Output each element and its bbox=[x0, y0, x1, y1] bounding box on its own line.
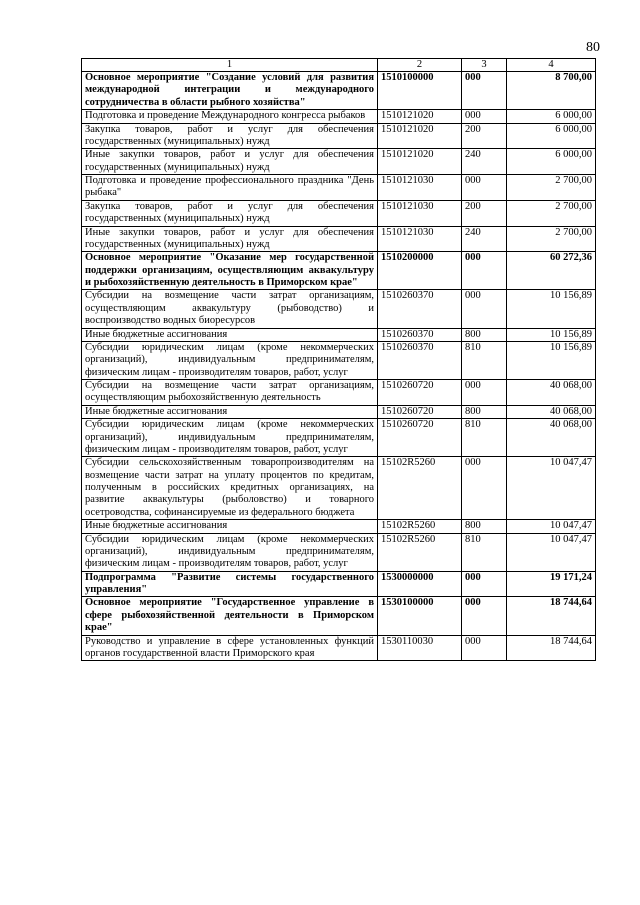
header-col-3: 3 bbox=[462, 59, 507, 72]
table-row bbox=[82, 110, 596, 123]
row-amount-cell: 40 068,00 bbox=[507, 380, 596, 406]
row-amount-cell: 10 156,89 bbox=[507, 328, 596, 341]
table-row bbox=[82, 457, 596, 520]
row-type-cell: 800 bbox=[462, 328, 507, 341]
row-code-cell: 1510260370 bbox=[378, 290, 462, 328]
row-type-cell: 000 bbox=[462, 175, 507, 201]
row-amount-cell: 2 700,00 bbox=[507, 175, 596, 201]
row-name-cell: Иные бюджетные ассигнования bbox=[82, 405, 378, 418]
row-code-cell: 1510260370 bbox=[378, 341, 462, 379]
row-code-cell: 1510260370 bbox=[378, 328, 462, 341]
row-name-cell: Закупка товаров, работ и услуг для обеспечения государственных (муниципальных) нужд bbox=[82, 200, 378, 226]
table-row bbox=[82, 380, 596, 406]
row-code-cell: 1510100000 bbox=[378, 72, 462, 110]
row-code-cell: 1510260720 bbox=[378, 405, 462, 418]
table-row bbox=[82, 341, 596, 379]
row-amount-cell: 19 171,24 bbox=[507, 571, 596, 597]
table-row bbox=[82, 175, 596, 201]
row-name-cell: Иные закупки товаров, работ и услуг для обеспечения государственных (муниципальных) нужд bbox=[82, 149, 378, 175]
row-name-cell: Иные бюджетные ассигнования bbox=[82, 328, 378, 341]
row-amount-cell: 10 047,47 bbox=[507, 457, 596, 520]
row-code-cell: 1510121020 bbox=[378, 110, 462, 123]
row-amount-cell: 10 047,47 bbox=[507, 533, 596, 571]
row-code-cell: 1530100000 bbox=[378, 597, 462, 635]
row-name-cell: Субсидии сельскохозяйственным товаропроизводителям на возмещение части затрат на уплату процентов по кредитам, полученным в российских кредитных организациях, на развитие аквакультуры (рыболовство) и товарного осетроводства, софинансируемые из федерального бюджета bbox=[82, 457, 378, 520]
row-code-cell: 1530000000 bbox=[378, 571, 462, 597]
row-name-cell: Подготовка и проведение Международного конгресса рыбаков bbox=[82, 110, 378, 123]
table-row bbox=[82, 419, 596, 457]
row-type-cell: 200 bbox=[462, 123, 507, 149]
row-code-cell: 1510200000 bbox=[378, 252, 462, 290]
row-code-cell: 1510121030 bbox=[378, 200, 462, 226]
table-header bbox=[82, 59, 596, 72]
row-code-cell: 1530110030 bbox=[378, 635, 462, 661]
row-type-cell: 000 bbox=[462, 252, 507, 290]
row-type-cell: 200 bbox=[462, 200, 507, 226]
row-type-cell: 800 bbox=[462, 520, 507, 533]
row-type-cell: 800 bbox=[462, 405, 507, 418]
row-type-cell: 810 bbox=[462, 341, 507, 379]
row-amount-cell: 8 700,00 bbox=[507, 72, 596, 110]
table-row bbox=[82, 226, 596, 252]
row-amount-cell: 6 000,00 bbox=[507, 110, 596, 123]
table-body bbox=[82, 72, 596, 661]
row-code-cell: 1510260720 bbox=[378, 380, 462, 406]
table-row bbox=[82, 252, 596, 290]
row-code-cell: 1510121020 bbox=[378, 149, 462, 175]
row-amount-cell: 40 068,00 bbox=[507, 405, 596, 418]
row-amount-cell: 10 156,89 bbox=[507, 290, 596, 328]
row-name-cell: Субсидии юридическим лицам (кроме некоммерческих организаций), индивидуальным предпринимателям, физическим лицам - производителям товаров, работ, услуг bbox=[82, 533, 378, 571]
table-row bbox=[82, 290, 596, 328]
row-code-cell: 15102R5260 bbox=[378, 457, 462, 520]
header-col-2: 2 bbox=[378, 59, 462, 72]
row-amount-cell: 18 744,64 bbox=[507, 635, 596, 661]
row-name-cell: Субсидии на возмещение части затрат организациям, осуществляющим рыбохозяйственную деятельность bbox=[82, 380, 378, 406]
row-code-cell: 1510121020 bbox=[378, 123, 462, 149]
header-row bbox=[82, 59, 596, 72]
row-name-cell: Субсидии юридическим лицам (кроме некоммерческих организаций), индивидуальным предпринимателям, физическим лицам - производителям товаров, работ, услуг bbox=[82, 419, 378, 457]
table-row bbox=[82, 533, 596, 571]
row-type-cell: 240 bbox=[462, 226, 507, 252]
row-name-cell: Подпрограмма "Развитие системы государственного управления" bbox=[82, 571, 378, 597]
row-name-cell: Подготовка и проведение профессионального праздника "День рыбака" bbox=[82, 175, 378, 201]
table-row bbox=[82, 520, 596, 533]
row-amount-cell: 60 272,36 bbox=[507, 252, 596, 290]
row-name-cell: Закупка товаров, работ и услуг для обеспечения государственных (муниципальных) нужд bbox=[82, 123, 378, 149]
row-amount-cell: 6 000,00 bbox=[507, 149, 596, 175]
table-row bbox=[82, 571, 596, 597]
row-type-cell: 810 bbox=[462, 419, 507, 457]
row-type-cell: 000 bbox=[462, 110, 507, 123]
header-col-4: 4 bbox=[507, 59, 596, 72]
row-type-cell: 000 bbox=[462, 380, 507, 406]
budget-table bbox=[81, 58, 596, 661]
table-row bbox=[82, 200, 596, 226]
table-row bbox=[82, 597, 596, 635]
row-name-cell: Основное мероприятие "Оказание мер государственной поддержки организациям, осуществляющим аквакультуру и рыбохозяйственную деятельность в Приморском крае" bbox=[82, 252, 378, 290]
table-row bbox=[82, 328, 596, 341]
row-name-cell: Руководство и управление в сфере установленных функций органов государственной власти Приморского края bbox=[82, 635, 378, 661]
header-col-1: 1 bbox=[82, 59, 378, 72]
row-code-cell: 1510121030 bbox=[378, 175, 462, 201]
row-code-cell: 15102R5260 bbox=[378, 520, 462, 533]
table-row bbox=[82, 149, 596, 175]
row-amount-cell: 2 700,00 bbox=[507, 200, 596, 226]
row-amount-cell: 2 700,00 bbox=[507, 226, 596, 252]
table-row bbox=[82, 72, 596, 110]
row-amount-cell: 10 156,89 bbox=[507, 341, 596, 379]
row-code-cell: 1510260720 bbox=[378, 419, 462, 457]
row-type-cell: 000 bbox=[462, 290, 507, 328]
row-amount-cell: 40 068,00 bbox=[507, 419, 596, 457]
row-name-cell: Субсидии на возмещение части затрат организациям, осуществляющим аквакультуру (рыбоводство) и воспроизводство водных биоресурсов bbox=[82, 290, 378, 328]
row-name-cell: Основное мероприятие "Создание условий для развития международной интеграции и международного сотрудничества в области рыбного хозяйства" bbox=[82, 72, 378, 110]
row-amount-cell: 10 047,47 bbox=[507, 520, 596, 533]
row-name-cell: Иные бюджетные ассигнования bbox=[82, 520, 378, 533]
row-amount-cell: 18 744,64 bbox=[507, 597, 596, 635]
row-type-cell: 810 bbox=[462, 533, 507, 571]
page-number: 80 bbox=[586, 40, 600, 55]
row-type-cell: 000 bbox=[462, 571, 507, 597]
row-amount-cell: 6 000,00 bbox=[507, 123, 596, 149]
row-type-cell: 240 bbox=[462, 149, 507, 175]
row-type-cell: 000 bbox=[462, 72, 507, 110]
table-row bbox=[82, 405, 596, 418]
row-name-cell: Основное мероприятие "Государственное управление в сфере рыбохозяйственной деятельности в Приморском крае" bbox=[82, 597, 378, 635]
row-code-cell: 15102R5260 bbox=[378, 533, 462, 571]
row-code-cell: 1510121030 bbox=[378, 226, 462, 252]
row-name-cell: Субсидии юридическим лицам (кроме некоммерческих организаций), индивидуальным предпринимателям, физическим лицам - производителям товаров, работ, услуг bbox=[82, 341, 378, 379]
row-name-cell: Иные закупки товаров, работ и услуг для обеспечения государственных (муниципальных) нужд bbox=[82, 226, 378, 252]
table-row bbox=[82, 123, 596, 149]
row-type-cell: 000 bbox=[462, 635, 507, 661]
table-row bbox=[82, 635, 596, 661]
row-type-cell: 000 bbox=[462, 597, 507, 635]
row-type-cell: 000 bbox=[462, 457, 507, 520]
